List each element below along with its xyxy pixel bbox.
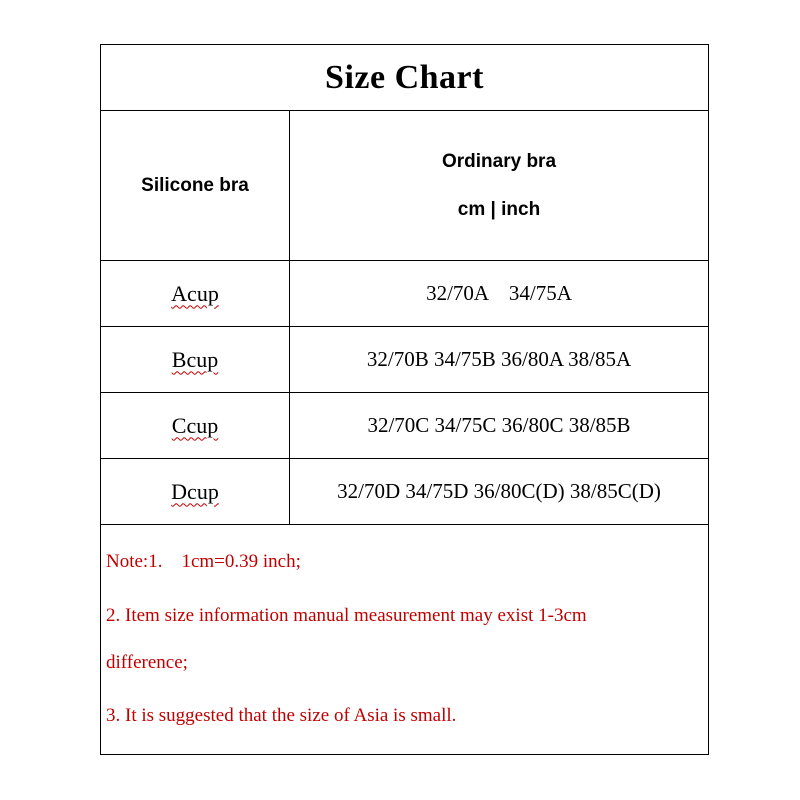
sizes-label: 32/70B 34/75B 36/80A 38/85A	[366, 347, 632, 371]
header-silicone-bra: Silicone bra	[101, 111, 290, 260]
table-row	[101, 459, 708, 525]
sizes-cell	[290, 261, 708, 326]
sizes-cell	[290, 459, 708, 524]
table-row	[101, 327, 708, 393]
cup-label: Ccup	[171, 412, 219, 438]
header-row	[101, 111, 708, 261]
cup-label: Bcup	[171, 346, 219, 372]
chart-title: Size Chart	[101, 45, 708, 111]
note-line-3: difference;	[106, 652, 188, 673]
sizes-label: 32/70C 34/75C 36/80C 38/85B	[367, 413, 631, 437]
sizes-label: 32/70A 34/75A	[426, 281, 572, 305]
size-chart-table	[100, 44, 709, 755]
cup-cell	[101, 327, 290, 392]
header-ordinary-bra-label: Ordinary bra	[441, 150, 557, 172]
table-row	[101, 393, 708, 459]
note-line-2: 2. Item size information manual measurement may exist 1-3cm	[106, 605, 587, 626]
header-units-label: cm | inch	[457, 198, 541, 220]
header-ordinary-bra	[290, 111, 708, 260]
sizes-cell	[290, 393, 708, 458]
sizes-label: 32/70D 34/75D 36/80C(D) 38/85C(D)	[337, 479, 661, 503]
cup-label: Dcup	[171, 478, 219, 504]
note-line-1: Note:1. 1cm=0.39 inch;	[106, 551, 301, 572]
cup-cell	[101, 261, 290, 326]
cup-cell	[101, 459, 290, 524]
cup-label: Acup	[171, 280, 219, 306]
sizes-cell	[290, 327, 708, 392]
note-line-4: 3. It is suggested that the size of Asia is small.	[106, 705, 457, 726]
table-row	[101, 261, 708, 327]
cup-cell	[101, 393, 290, 458]
